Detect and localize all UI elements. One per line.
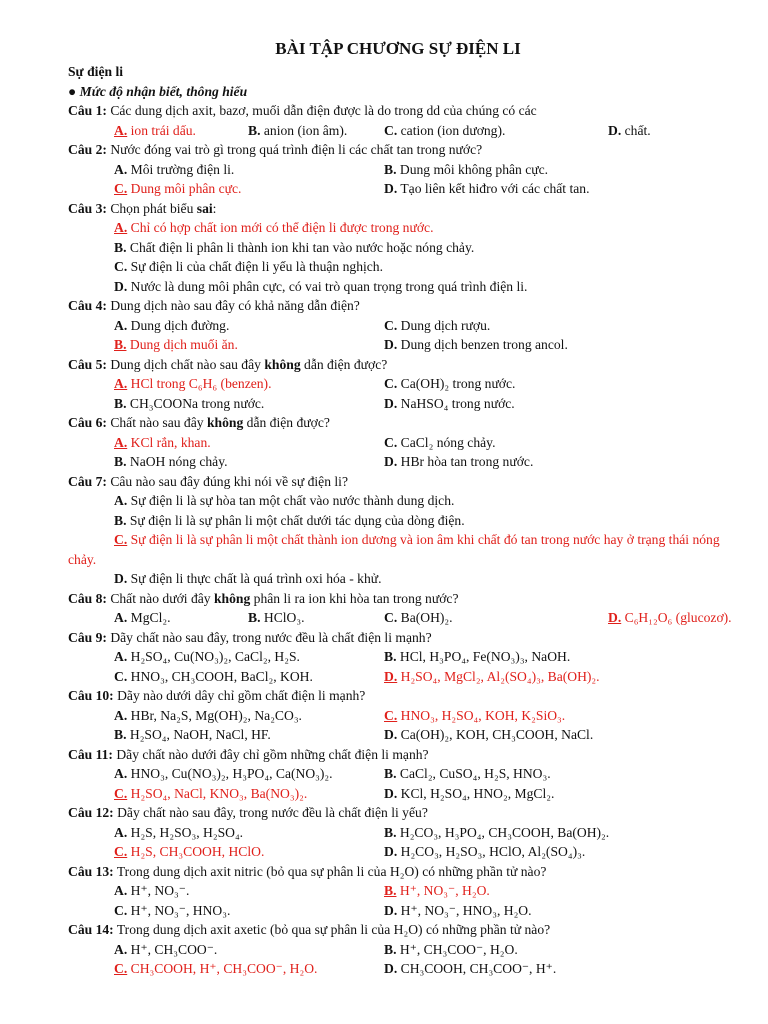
answer-option <box>114 647 300 667</box>
answer-option <box>114 901 230 921</box>
option-row <box>68 511 728 531</box>
option-text: H⁺, CH₃COO⁻. <box>130 941 218 957</box>
answer-option <box>384 160 548 180</box>
answer-option <box>248 608 305 628</box>
answer-option <box>248 121 347 141</box>
answer-option <box>114 452 228 472</box>
option-text: Sự điện li là sự hòa tan một chất vào nước thành dung dịch. <box>130 493 455 508</box>
option-text: HClO₃. <box>263 610 305 625</box>
question-label: Câu 6: <box>68 415 107 430</box>
question-label: Câu 4: <box>68 298 107 313</box>
question-text: Dãy nào dưới dây chỉ gồm chất điện li mạnh? <box>117 688 366 703</box>
answer-option <box>114 959 317 979</box>
option-row <box>68 842 728 862</box>
question-text: Dung dịch chất nào sau đây <box>110 356 261 372</box>
option-letter: A. <box>114 317 128 333</box>
option-row <box>68 452 728 472</box>
option-row <box>68 277 728 297</box>
option-letter: B. <box>248 122 261 138</box>
option-text: Dung dịch đường. <box>130 317 230 333</box>
option-text: CaCl₂, CuSO₄, H₂S, HNO₃. <box>399 766 551 781</box>
option-letter: C. <box>384 317 398 333</box>
option-letter: A. <box>114 649 128 664</box>
option-text: KCl rắn, khan. <box>130 434 211 450</box>
option-text: H⁺, NO₃⁻. <box>130 883 190 898</box>
option-letter: A. <box>114 610 128 625</box>
answer-option <box>114 279 527 294</box>
option-row <box>68 316 728 336</box>
option-text: HNO₃, CH₃COOH, BaCl₂, KOH. <box>130 668 313 684</box>
answer-option <box>114 374 271 394</box>
option-letter: A. <box>114 493 128 508</box>
option-text: Ca(OH)₂, KOH, CH₃COOH, NaCl. <box>400 727 594 742</box>
option-text: H₂SO₄, Cu(NO₃)₂, CaCl₂, H₂S. <box>130 649 300 664</box>
option-text: Sự điện li thực chất là quá trình oxi hóa - khử. <box>130 571 382 586</box>
option-text: Dung môi phân cực. <box>130 181 242 196</box>
option-text: MgCl₂. <box>130 610 171 625</box>
option-text: CH₃COONa trong nước. <box>129 395 265 411</box>
option-text: HBr, Na₂S, Mg(OH)₂, Na₂CO₃. <box>130 707 302 723</box>
option-row <box>68 706 728 726</box>
answer-option <box>114 121 196 141</box>
option-text: Sự điện li là sự phân li một chất dưới tác dụng của dòng điện. <box>129 512 465 528</box>
option-row <box>68 218 728 238</box>
option-text: CH₃COOH, H⁺, CH₃COO⁻, H₂O. <box>130 961 318 976</box>
question-emphasis: sai <box>196 200 213 216</box>
option-text: H⁺, NO₃⁻, H₂O. <box>399 883 490 898</box>
question-stem <box>68 920 728 940</box>
option-text: H⁺, NO₃⁻, HNO₃, H₂O. <box>400 902 532 918</box>
option-text: Ba(OH)₂. <box>400 610 453 625</box>
option-letter: A. <box>114 707 128 723</box>
option-text: cation (ion dương). <box>400 122 506 138</box>
answer-option <box>114 842 264 862</box>
answer-option <box>608 608 732 628</box>
question-text: Dãy chất nào sau đây, trong nước đều là chất điện li mạnh? <box>110 629 432 645</box>
question-label: Câu 1: <box>68 103 107 118</box>
option-text: Sự điện li của chất điện li yếu là thuận nghịch. <box>130 259 383 274</box>
question-stem <box>68 296 728 316</box>
option-letter: A. <box>114 941 128 957</box>
option-row <box>68 530 728 569</box>
question-stem <box>68 628 728 648</box>
option-text: Chỉ có hợp chất ion mới có thể điện li được trong nước. <box>130 220 434 235</box>
answer-option <box>114 259 383 274</box>
option-text: Dung dịch rượu. <box>400 317 491 333</box>
option-row <box>68 374 728 394</box>
answer-option <box>384 725 593 745</box>
option-letter: C. <box>384 376 398 391</box>
answer-option <box>114 394 264 414</box>
option-letter: D. <box>384 181 398 196</box>
option-text: Sự điện li là sự phân li một chất thành ion dương và ion âm khi chất đó tan trong nước hay ở trạng thái nóng chảy. <box>68 532 720 567</box>
answer-option <box>384 842 585 862</box>
option-text: H₂CO₃, H₂SO₃, HClO, Al₂(SO₄)₃. <box>400 844 586 859</box>
option-letter: B. <box>114 454 127 469</box>
answer-option <box>384 881 490 901</box>
option-row <box>68 608 732 628</box>
question-text: Dãy chất nào dưới đây chỉ gồm những chất điện li mạnh? <box>116 746 429 762</box>
answer-option <box>608 121 651 141</box>
option-letter: B. <box>384 883 397 898</box>
option-letter: D. <box>384 668 398 684</box>
question-stem <box>68 355 728 375</box>
question-text-end: : <box>212 200 217 216</box>
answer-option <box>384 959 556 979</box>
answer-option <box>384 784 554 804</box>
option-letter: A. <box>114 376 128 391</box>
option-letter: B. <box>114 727 127 742</box>
option-text: CH₃COOH, CH₃COO⁻, H⁺. <box>400 961 557 976</box>
option-text: H₂S, CH₃COOH, HClO. <box>130 844 265 859</box>
answer-option <box>384 452 533 472</box>
option-letter: B. <box>384 824 397 840</box>
option-row <box>68 238 728 258</box>
option-text: Tạo liên kết hiđro với các chất tan. <box>400 181 590 196</box>
option-letter: D. <box>384 844 398 859</box>
option-letter: C. <box>384 122 398 138</box>
question-label: Câu 2: <box>68 142 107 157</box>
option-text: C₆H₁₂O₆ (glucozơ). <box>624 610 732 625</box>
option-text: Môi trường điện li. <box>130 161 235 177</box>
document-page <box>68 36 732 979</box>
section-heading: Sự điện li <box>68 64 123 79</box>
question-text: Chất nào dưới đây <box>110 590 211 606</box>
option-row <box>68 667 728 687</box>
answer-option <box>114 493 454 508</box>
answer-option <box>114 608 171 628</box>
question-text-end: dẫn điện được? <box>243 415 330 430</box>
option-letter: D. <box>608 610 622 625</box>
answer-option <box>114 513 465 528</box>
question-label: Câu 3: <box>68 200 107 216</box>
answer-option <box>114 179 241 199</box>
option-row <box>68 959 728 979</box>
option-letter: D. <box>384 337 398 352</box>
question-label: Câu 10: <box>68 688 114 703</box>
option-letter: D. <box>384 902 398 918</box>
answer-option <box>384 823 609 843</box>
answer-option <box>114 667 313 687</box>
answer-option <box>384 940 518 960</box>
answer-option <box>384 179 590 199</box>
question-label: Câu 13: <box>68 863 114 879</box>
option-text: HNO₃, Cu(NO₃)₂, H₃PO₄, Ca(NO₃)₂. <box>130 766 333 781</box>
option-row <box>68 335 728 355</box>
question-stem <box>68 589 728 609</box>
option-letter: B. <box>384 941 397 957</box>
option-letter: A. <box>114 883 128 898</box>
answer-option <box>384 374 515 394</box>
answer-option <box>384 706 565 726</box>
question-text: Dung dịch nào sau đây có khả năng dẫn điện? <box>110 298 360 313</box>
option-row <box>68 569 728 589</box>
option-letter: D. <box>384 395 398 411</box>
option-text: HBr hòa tan trong nước. <box>400 454 534 469</box>
question-label: Câu 5: <box>68 356 107 372</box>
option-letter: C. <box>114 259 128 274</box>
answer-option <box>384 316 490 336</box>
option-text: H₂SO₄, NaOH, NaCl, HF. <box>129 727 271 742</box>
option-letter: C. <box>384 434 398 450</box>
option-letter: B. <box>114 337 127 352</box>
level-heading: ● Mức độ nhận biết, thông hiểu <box>68 83 248 99</box>
option-letter: B. <box>384 161 397 177</box>
option-text: Dung môi không phân cực. <box>399 161 549 177</box>
answer-option <box>114 940 217 960</box>
option-letter: B. <box>114 395 127 411</box>
option-text: Nước là dung môi phân cực, có vai trò quan trọng trong quá trình điện li. <box>130 278 528 294</box>
option-letter: B. <box>114 239 127 255</box>
answer-option <box>384 433 495 453</box>
option-letter: D. <box>608 122 622 138</box>
option-row <box>68 160 728 180</box>
option-letter: D. <box>384 454 398 469</box>
answer-option <box>114 784 307 804</box>
option-row <box>68 647 728 667</box>
answer-option <box>114 764 333 784</box>
option-row <box>68 491 728 511</box>
option-letter: A. <box>114 122 128 138</box>
answer-option <box>114 160 234 180</box>
question-stem <box>68 413 728 433</box>
option-text: KCl, H₂SO₄, HNO₂, MgCl₂. <box>400 785 555 801</box>
answer-option <box>114 881 189 901</box>
question-stem <box>68 686 728 706</box>
answer-option <box>114 823 243 843</box>
answer-option <box>68 532 720 567</box>
option-text: NaHSO₄ trong nước. <box>400 395 515 411</box>
question-label: Câu 11: <box>68 746 113 762</box>
option-letter: C. <box>384 707 398 723</box>
option-text: Chất điện li phân li thành ion khi tan vào nước hoặc nóng chảy. <box>129 239 475 255</box>
option-letter: C. <box>114 785 128 801</box>
option-letter: C. <box>114 532 128 547</box>
option-letter: C. <box>114 902 128 918</box>
question-label: Câu 9: <box>68 629 107 645</box>
option-text: Dung dịch muối ăn. <box>129 337 238 352</box>
option-row <box>68 881 728 901</box>
option-text: Ca(OH)₂ trong nước. <box>400 376 516 391</box>
question-emphasis: không <box>264 356 301 372</box>
answer-option <box>114 571 382 586</box>
page-title: BÀI TẬP CHƯƠNG SỰ ĐIỆN LI <box>275 39 521 58</box>
question-emphasis: không <box>206 415 244 430</box>
option-row <box>68 940 728 960</box>
answer-option <box>114 316 229 336</box>
option-letter: A. <box>114 220 128 235</box>
question-stem <box>68 745 728 765</box>
option-row <box>68 784 728 804</box>
question-stem <box>68 101 728 121</box>
option-text: H₂SO₄, MgCl₂, Al₂(SO₄)₃, Ba(OH)₂. <box>400 668 600 684</box>
answer-option <box>114 240 474 255</box>
option-row <box>68 394 728 414</box>
option-letter: C. <box>114 668 128 684</box>
option-letter: A. <box>114 766 128 781</box>
option-row <box>68 764 728 784</box>
question-text: Chất nào sau đây <box>110 415 204 430</box>
option-text: NaOH nóng chảy. <box>129 454 228 469</box>
question-text: Chọn phát biểu <box>110 200 194 216</box>
question-label: Câu 14: <box>68 922 114 937</box>
option-letter: C. <box>384 610 398 625</box>
question-stem <box>68 862 728 882</box>
option-text: ion trái dấu. <box>130 122 196 138</box>
option-text: Dung dịch benzen trong ancol. <box>400 337 568 352</box>
option-row <box>68 901 728 921</box>
option-letter: B. <box>384 766 397 781</box>
answer-option <box>384 608 453 628</box>
option-row <box>68 121 728 141</box>
question-stem <box>68 803 728 823</box>
option-letter: D. <box>384 785 398 801</box>
option-text: chất. <box>624 122 651 138</box>
option-text: H₂CO₃, H₃PO₄, CH₃COOH, Ba(OH)₂. <box>399 824 610 840</box>
option-row <box>68 179 728 199</box>
question-text: Câu nào sau đây đúng khi nói về sự điện li? <box>110 473 348 489</box>
option-letter: C. <box>114 961 128 976</box>
option-letter: C. <box>114 844 128 859</box>
answer-option <box>384 901 532 921</box>
option-letter: B. <box>384 649 397 664</box>
question-text-end: dẫn điện được? <box>300 356 388 372</box>
answer-option <box>384 121 505 141</box>
option-letter: A. <box>114 161 128 177</box>
question-emphasis: không <box>213 590 251 606</box>
question-stem <box>68 472 728 492</box>
option-row <box>68 433 728 453</box>
option-text: H₂SO₄, NaCl, KNO₃, Ba(NO₃)₂. <box>130 785 308 801</box>
question-text-end: phân li ra ion khi hòa tan trong nước? <box>250 590 459 606</box>
option-text: H⁺, NO₃⁻, HNO₃. <box>130 902 231 918</box>
question-text: Trong dung dịch axit nitric (bỏ qua sự phân li của H₂O) có những phần tử nào? <box>116 863 547 879</box>
option-text: HCl, H₃PO₄, Fe(NO₃)₃, NaOH. <box>399 649 571 664</box>
question-label: Câu 8: <box>68 590 107 606</box>
answer-option <box>114 725 271 745</box>
answer-option <box>114 433 211 453</box>
question-text: Trong dung dịch axit axetic (bỏ qua sự phân li của H₂O) có những phần tử nào? <box>116 922 551 937</box>
option-letter: B. <box>248 610 261 625</box>
option-text: HNO₃, H₂SO₄, KOH, K₂SiO₃. <box>400 707 566 723</box>
option-letter: D. <box>114 571 128 586</box>
question-stem <box>68 199 728 219</box>
option-letter: B. <box>114 512 127 528</box>
option-text: anion (ion âm). <box>263 122 348 138</box>
answer-option <box>114 335 238 355</box>
answer-option <box>384 647 570 667</box>
answer-option <box>114 220 433 235</box>
option-row <box>68 725 728 745</box>
answer-option <box>384 667 600 687</box>
option-row <box>68 823 728 843</box>
answer-option <box>384 394 515 414</box>
question-stem <box>68 140 728 160</box>
option-text: HCl trong C₆H₆ (benzen). <box>130 376 272 391</box>
option-letter: D. <box>384 961 398 976</box>
option-letter: D. <box>114 278 128 294</box>
option-text: H₂S, H₂SO₃, H₂SO₄. <box>130 824 244 840</box>
question-list <box>68 101 732 979</box>
option-letter: A. <box>114 434 128 450</box>
option-letter: C. <box>114 181 128 196</box>
option-letter: D. <box>384 727 398 742</box>
question-text: Các dung dịch axit, bazơ, muối dẫn điện được là do trong dd của chúng có các <box>110 103 537 118</box>
option-row <box>68 257 728 277</box>
question-label: Câu 7: <box>68 473 107 489</box>
question-label: Câu 12: <box>68 805 114 820</box>
option-letter: A. <box>114 824 128 840</box>
option-text: H⁺, CH₃COO⁻, H₂O. <box>399 941 518 957</box>
answer-option <box>114 706 302 726</box>
answer-option <box>384 764 551 784</box>
question-text: Dãy chất nào sau đây, trong nước đều là chất điện li yếu? <box>117 805 428 820</box>
answer-option <box>384 335 568 355</box>
option-text: CaCl₂ nóng chảy. <box>400 434 496 450</box>
question-text: Nước đóng vai trò gì trong quá trình điện li các chất tan trong nước? <box>110 142 483 157</box>
